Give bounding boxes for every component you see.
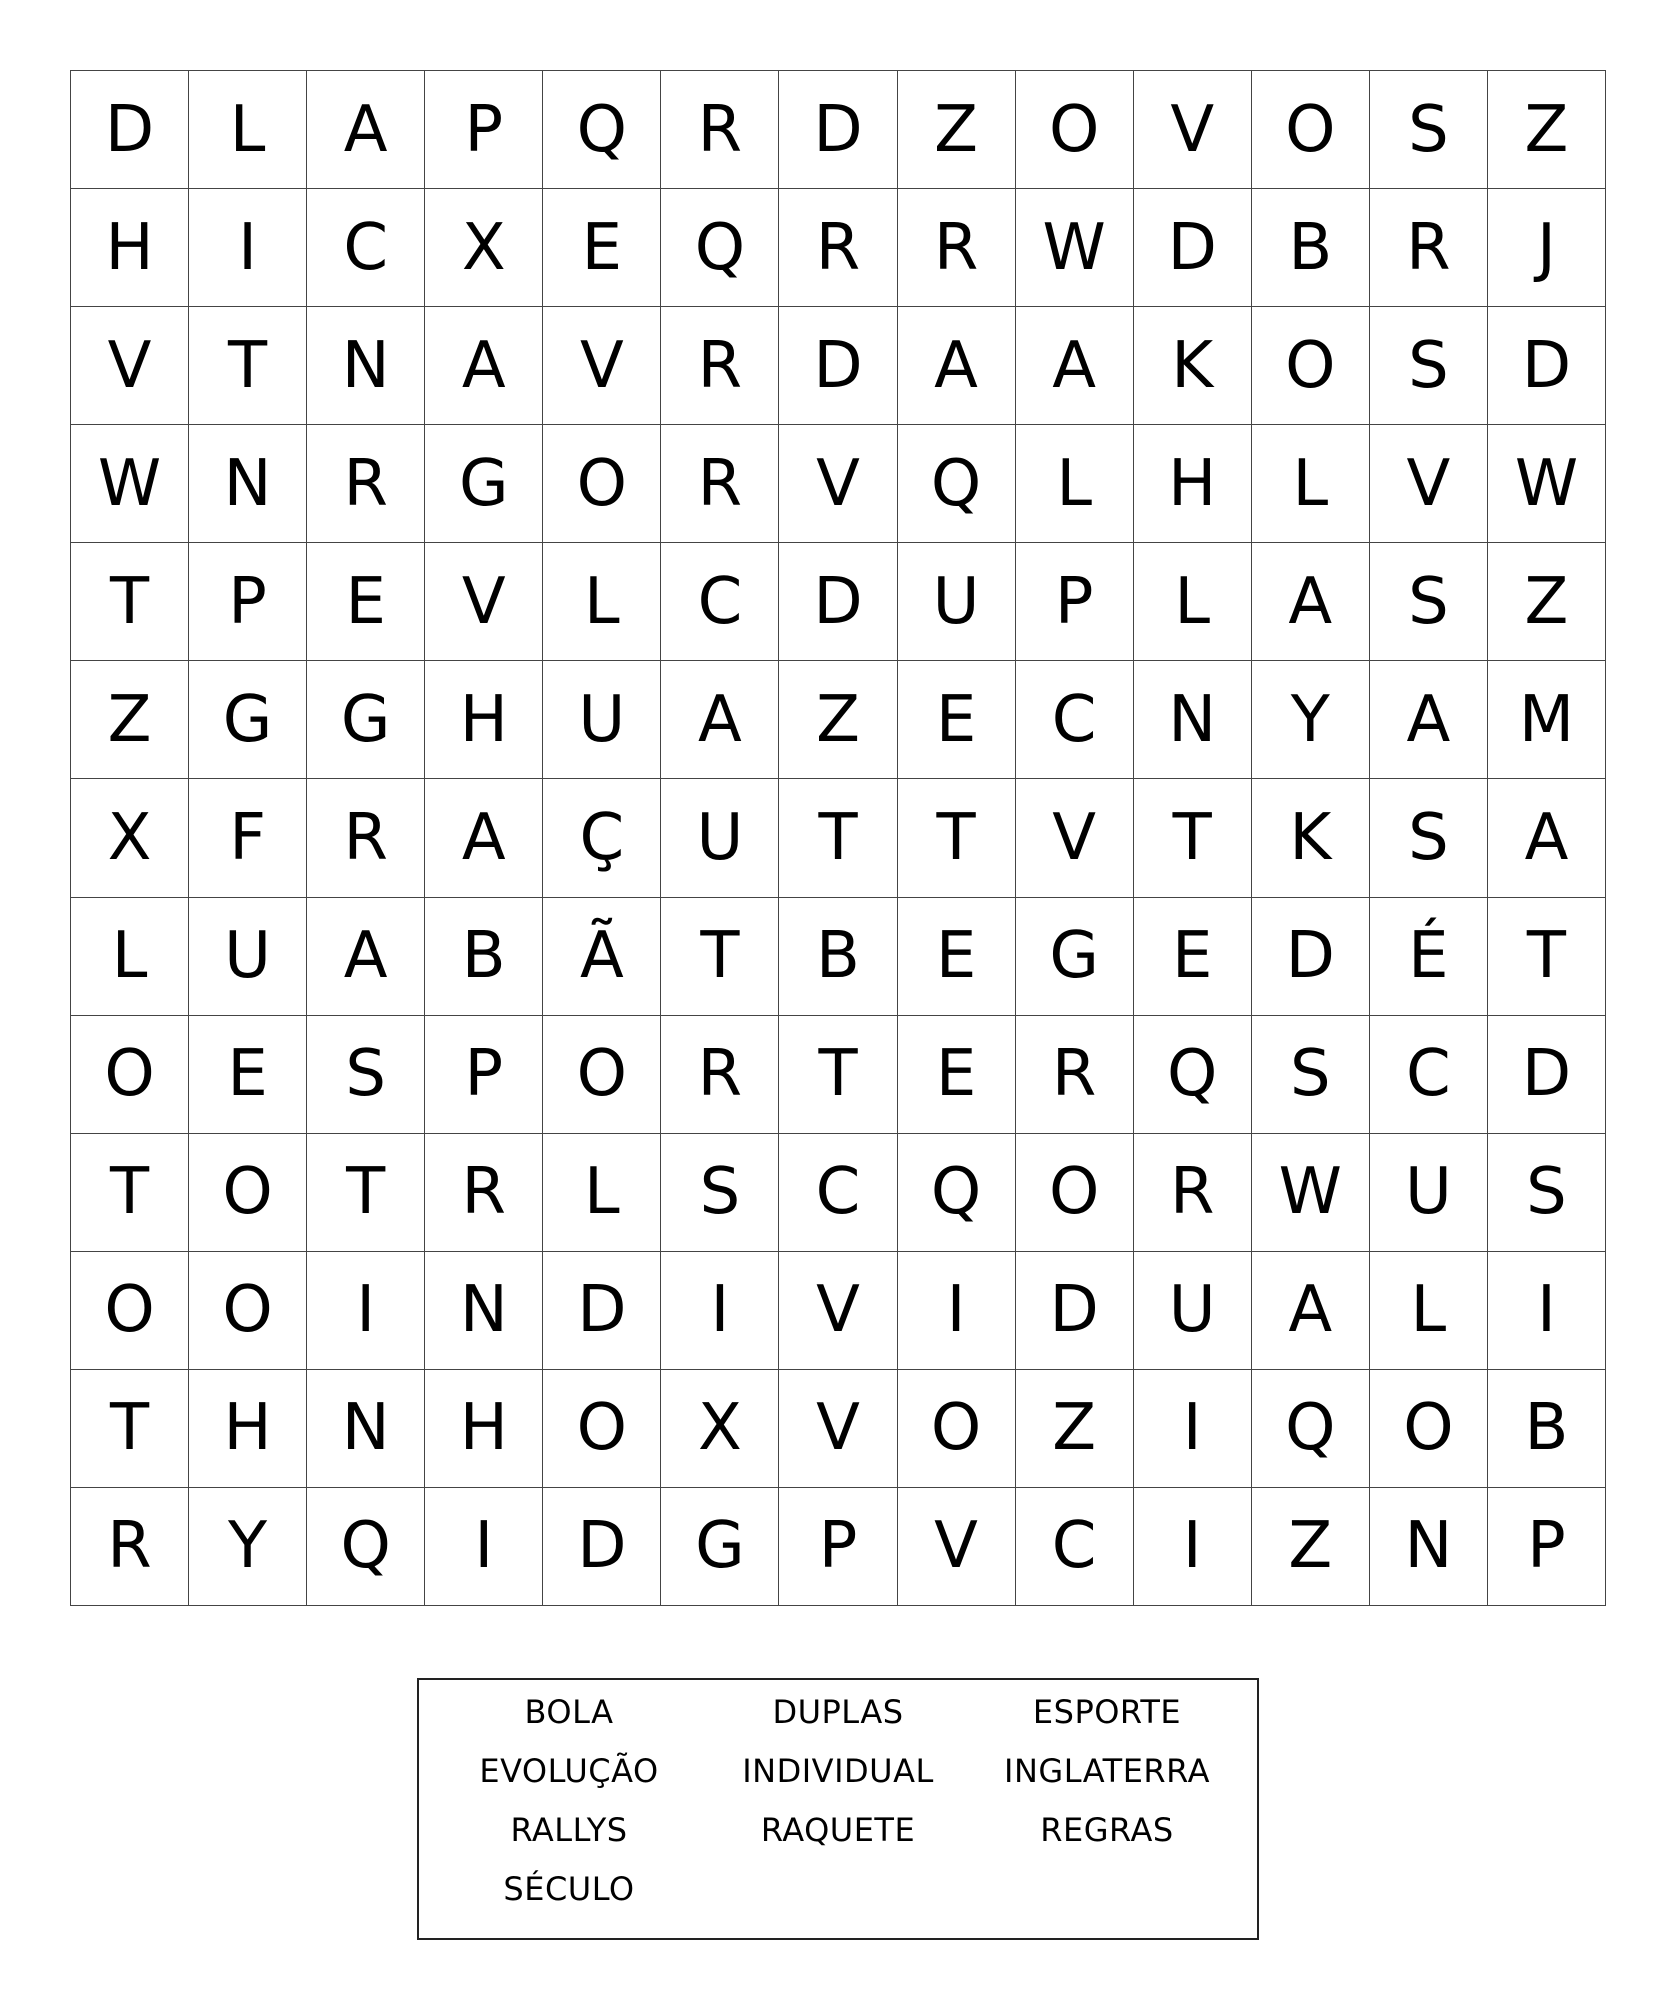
word-list-item: DUPLAS bbox=[772, 1693, 904, 1731]
grid-cell[interactable]: É bbox=[1370, 898, 1488, 1016]
grid-cell[interactable]: P bbox=[425, 1016, 543, 1134]
grid-cell[interactable]: N bbox=[307, 307, 425, 425]
grid-cell[interactable]: U bbox=[661, 779, 779, 897]
grid-cell[interactable]: Q bbox=[1252, 1370, 1370, 1488]
grid-cell[interactable]: Q bbox=[307, 1488, 425, 1606]
grid-cell[interactable]: P bbox=[1016, 543, 1134, 661]
grid-cell[interactable]: P bbox=[425, 71, 543, 189]
grid-cell[interactable]: D bbox=[779, 543, 897, 661]
grid-cell[interactable]: I bbox=[307, 1252, 425, 1370]
grid-cell[interactable]: I bbox=[425, 1488, 543, 1606]
grid-cell[interactable]: S bbox=[1370, 543, 1488, 661]
grid-cell[interactable]: J bbox=[1488, 189, 1606, 307]
grid-cell[interactable]: W bbox=[1488, 425, 1606, 543]
grid-cell[interactable]: F bbox=[189, 779, 307, 897]
grid-cell[interactable]: G bbox=[661, 1488, 779, 1606]
grid-cell[interactable]: I bbox=[1134, 1488, 1252, 1606]
grid-cell[interactable]: T bbox=[189, 307, 307, 425]
grid-cell[interactable]: R bbox=[1016, 1016, 1134, 1134]
grid-cell[interactable]: H bbox=[1134, 425, 1252, 543]
word-list-item: SÉCULO bbox=[503, 1870, 635, 1908]
grid-cell[interactable]: O bbox=[1016, 1134, 1134, 1252]
grid-cell[interactable]: Z bbox=[898, 71, 1016, 189]
grid-cell[interactable]: G bbox=[307, 661, 425, 779]
grid-cell[interactable]: D bbox=[543, 1252, 661, 1370]
grid-cell[interactable]: X bbox=[71, 779, 189, 897]
grid-cell[interactable]: W bbox=[71, 425, 189, 543]
grid-cell[interactable]: B bbox=[1252, 189, 1370, 307]
grid-cell[interactable]: R bbox=[779, 189, 897, 307]
grid-cell[interactable]: H bbox=[71, 189, 189, 307]
grid-cell[interactable]: B bbox=[425, 898, 543, 1016]
grid-cell[interactable]: U bbox=[898, 543, 1016, 661]
grid-cell[interactable]: O bbox=[1252, 307, 1370, 425]
grid-cell[interactable]: G bbox=[189, 661, 307, 779]
grid-cell[interactable]: A bbox=[1016, 307, 1134, 425]
word-list-item: ESPORTE bbox=[1032, 1693, 1182, 1731]
grid-cell[interactable]: B bbox=[1488, 1370, 1606, 1488]
grid-cell[interactable]: T bbox=[71, 543, 189, 661]
grid-cell[interactable]: O bbox=[189, 1252, 307, 1370]
grid-cell[interactable]: Z bbox=[1488, 543, 1606, 661]
grid-cell[interactable]: Q bbox=[661, 189, 779, 307]
grid-cell[interactable]: Z bbox=[1488, 71, 1606, 189]
grid-cell[interactable]: L bbox=[543, 543, 661, 661]
grid-cell[interactable]: E bbox=[189, 1016, 307, 1134]
grid-cell[interactable]: M bbox=[1488, 661, 1606, 779]
grid-cell[interactable]: L bbox=[189, 71, 307, 189]
grid-cell[interactable]: L bbox=[71, 898, 189, 1016]
grid-cell[interactable]: X bbox=[661, 1370, 779, 1488]
grid-cell[interactable]: I bbox=[1488, 1252, 1606, 1370]
grid-cell[interactable]: C bbox=[1016, 661, 1134, 779]
grid-cell[interactable]: A bbox=[898, 307, 1016, 425]
grid-cell[interactable]: O bbox=[1370, 1370, 1488, 1488]
grid-cell[interactable]: D bbox=[779, 307, 897, 425]
grid-cell[interactable]: U bbox=[543, 661, 661, 779]
grid-cell[interactable]: U bbox=[1370, 1134, 1488, 1252]
grid-cell[interactable]: A bbox=[661, 661, 779, 779]
grid-cell[interactable]: D bbox=[779, 71, 897, 189]
grid-cell[interactable]: N bbox=[1370, 1488, 1488, 1606]
grid-cell[interactable]: A bbox=[1370, 661, 1488, 779]
grid-cell[interactable]: V bbox=[1370, 425, 1488, 543]
word-list-item: RAQUETE bbox=[760, 1811, 916, 1849]
grid-cell[interactable]: R bbox=[661, 425, 779, 543]
grid-cell[interactable]: T bbox=[307, 1134, 425, 1252]
word-list-column bbox=[718, 1693, 958, 1938]
grid-cell[interactable]: W bbox=[1016, 189, 1134, 307]
grid-cell[interactable]: A bbox=[307, 71, 425, 189]
grid-cell[interactable]: T bbox=[1488, 898, 1606, 1016]
grid-cell[interactable]: N bbox=[425, 1252, 543, 1370]
grid-cell[interactable]: U bbox=[1134, 1252, 1252, 1370]
grid-cell[interactable]: V bbox=[898, 1488, 1016, 1606]
grid-cell[interactable]: C bbox=[779, 1134, 897, 1252]
grid-cell[interactable]: O bbox=[1252, 71, 1370, 189]
grid-cell[interactable]: E bbox=[898, 661, 1016, 779]
word-list-box bbox=[417, 1678, 1259, 1940]
grid-cell[interactable]: R bbox=[661, 71, 779, 189]
grid-cell[interactable]: C bbox=[307, 189, 425, 307]
grid-cell[interactable]: A bbox=[425, 779, 543, 897]
grid-cell[interactable]: E bbox=[1134, 898, 1252, 1016]
grid-cell[interactable]: O bbox=[189, 1134, 307, 1252]
grid-cell[interactable]: L bbox=[1252, 425, 1370, 543]
grid-cell[interactable]: I bbox=[1134, 1370, 1252, 1488]
grid-cell[interactable]: A bbox=[307, 898, 425, 1016]
grid-cell[interactable]: I bbox=[661, 1252, 779, 1370]
grid-cell[interactable]: L bbox=[543, 1134, 661, 1252]
word-list-item: EVOLUÇÃO bbox=[479, 1752, 659, 1790]
grid-cell[interactable]: Ç bbox=[543, 779, 661, 897]
grid-cell[interactable]: V bbox=[779, 1370, 897, 1488]
grid-cell[interactable]: R bbox=[1370, 189, 1488, 307]
grid-cell[interactable]: S bbox=[1370, 71, 1488, 189]
grid-cell[interactable]: I bbox=[898, 1252, 1016, 1370]
grid-cell[interactable]: H bbox=[189, 1370, 307, 1488]
grid-cell[interactable]: Z bbox=[779, 661, 897, 779]
grid-cell[interactable]: Y bbox=[1252, 661, 1370, 779]
grid-cell[interactable]: E bbox=[898, 1016, 1016, 1134]
grid-cell[interactable]: S bbox=[1252, 1016, 1370, 1134]
grid-cell[interactable]: T bbox=[71, 1134, 189, 1252]
grid-cell[interactable]: O bbox=[71, 1016, 189, 1134]
grid-cell[interactable]: R bbox=[1134, 1134, 1252, 1252]
grid-cell[interactable]: O bbox=[543, 1016, 661, 1134]
grid-cell[interactable]: N bbox=[1134, 661, 1252, 779]
grid-cell[interactable]: A bbox=[1488, 779, 1606, 897]
grid-cell[interactable]: D bbox=[1488, 1016, 1606, 1134]
grid-cell[interactable]: O bbox=[543, 1370, 661, 1488]
grid-cell[interactable]: V bbox=[779, 425, 897, 543]
grid-cell[interactable]: V bbox=[71, 307, 189, 425]
word-list-item: INGLATERRA bbox=[1004, 1752, 1210, 1790]
grid-cell[interactable]: U bbox=[189, 898, 307, 1016]
grid-cell[interactable]: R bbox=[307, 425, 425, 543]
grid-cell[interactable]: O bbox=[71, 1252, 189, 1370]
grid-cell[interactable]: I bbox=[189, 189, 307, 307]
grid-cell[interactable]: T bbox=[779, 779, 897, 897]
grid-cell[interactable]: A bbox=[1252, 543, 1370, 661]
grid-cell[interactable]: K bbox=[1134, 307, 1252, 425]
grid-cell[interactable]: O bbox=[543, 425, 661, 543]
grid-cell[interactable]: S bbox=[661, 1134, 779, 1252]
grid-cell[interactable]: R bbox=[661, 307, 779, 425]
grid-cell[interactable]: R bbox=[307, 779, 425, 897]
grid-cell[interactable]: V bbox=[543, 307, 661, 425]
grid-cell[interactable]: G bbox=[1016, 898, 1134, 1016]
grid-cell[interactable]: N bbox=[189, 425, 307, 543]
grid-cell[interactable]: L bbox=[1016, 425, 1134, 543]
grid-cell[interactable]: E bbox=[898, 898, 1016, 1016]
grid-cell[interactable]: T bbox=[661, 898, 779, 1016]
grid-cell[interactable]: T bbox=[779, 1016, 897, 1134]
grid-cell[interactable]: D bbox=[1488, 307, 1606, 425]
word-list-item: RALLYS bbox=[510, 1811, 628, 1849]
grid-cell[interactable]: W bbox=[1252, 1134, 1370, 1252]
grid-cell[interactable]: C bbox=[661, 543, 779, 661]
grid-cell[interactable]: T bbox=[898, 779, 1016, 897]
grid-cell[interactable]: D bbox=[543, 1488, 661, 1606]
grid-cell[interactable]: Q bbox=[898, 1134, 1016, 1252]
grid-cell[interactable]: B bbox=[779, 898, 897, 1016]
grid-cell[interactable]: Z bbox=[71, 661, 189, 779]
grid-cell[interactable]: Ã bbox=[543, 898, 661, 1016]
grid-cell[interactable]: O bbox=[1016, 71, 1134, 189]
grid-cell[interactable]: D bbox=[71, 71, 189, 189]
grid-cell[interactable]: Y bbox=[189, 1488, 307, 1606]
grid-cell[interactable]: N bbox=[307, 1370, 425, 1488]
grid-cell[interactable]: D bbox=[1252, 898, 1370, 1016]
grid-cell[interactable]: Q bbox=[898, 425, 1016, 543]
grid-cell[interactable]: Z bbox=[1016, 1370, 1134, 1488]
grid-cell[interactable]: S bbox=[1370, 307, 1488, 425]
word-list-item: INDIVIDUAL bbox=[742, 1752, 934, 1790]
grid-cell[interactable]: T bbox=[71, 1370, 189, 1488]
grid-cell[interactable]: K bbox=[1252, 779, 1370, 897]
grid-cell[interactable]: D bbox=[1016, 1252, 1134, 1370]
word-list-column bbox=[449, 1693, 689, 1938]
grid-cell[interactable]: P bbox=[779, 1488, 897, 1606]
grid-cell[interactable]: L bbox=[1134, 543, 1252, 661]
grid-cell[interactable]: R bbox=[898, 189, 1016, 307]
grid-cell[interactable]: X bbox=[425, 189, 543, 307]
grid-cell[interactable]: Q bbox=[1134, 1016, 1252, 1134]
grid-cell[interactable]: E bbox=[307, 543, 425, 661]
grid-cell[interactable]: E bbox=[543, 189, 661, 307]
word-list-item: REGRAS bbox=[1040, 1811, 1174, 1849]
grid-cell[interactable]: S bbox=[307, 1016, 425, 1134]
grid-cell[interactable]: Q bbox=[543, 71, 661, 189]
grid-cell[interactable]: S bbox=[1370, 779, 1488, 897]
grid-cell[interactable]: C bbox=[1016, 1488, 1134, 1606]
grid-cell[interactable]: H bbox=[425, 661, 543, 779]
grid-cell[interactable]: V bbox=[1016, 779, 1134, 897]
word-search-grid bbox=[70, 70, 1606, 1606]
word-list-column bbox=[987, 1693, 1227, 1938]
grid-cell[interactable]: A bbox=[425, 307, 543, 425]
grid-cell[interactable]: A bbox=[1252, 1252, 1370, 1370]
grid-cell[interactable]: Z bbox=[1252, 1488, 1370, 1606]
grid-cell[interactable]: D bbox=[1134, 189, 1252, 307]
grid-cell[interactable]: V bbox=[1134, 71, 1252, 189]
grid-cell[interactable]: R bbox=[71, 1488, 189, 1606]
grid-cell[interactable]: S bbox=[1488, 1134, 1606, 1252]
grid-cell[interactable]: P bbox=[1488, 1488, 1606, 1606]
grid-cell[interactable]: G bbox=[425, 425, 543, 543]
grid-cell[interactable]: T bbox=[1134, 779, 1252, 897]
grid-cell[interactable]: O bbox=[898, 1370, 1016, 1488]
grid-cell[interactable]: R bbox=[425, 1134, 543, 1252]
grid-cell[interactable]: H bbox=[425, 1370, 543, 1488]
word-list-item: BOLA bbox=[524, 1693, 614, 1731]
grid-cell[interactable]: V bbox=[779, 1252, 897, 1370]
grid-cell[interactable]: L bbox=[1370, 1252, 1488, 1370]
grid-cell[interactable]: R bbox=[661, 1016, 779, 1134]
grid-cell[interactable]: V bbox=[425, 543, 543, 661]
grid-cell[interactable]: P bbox=[189, 543, 307, 661]
grid-cell[interactable]: C bbox=[1370, 1016, 1488, 1134]
